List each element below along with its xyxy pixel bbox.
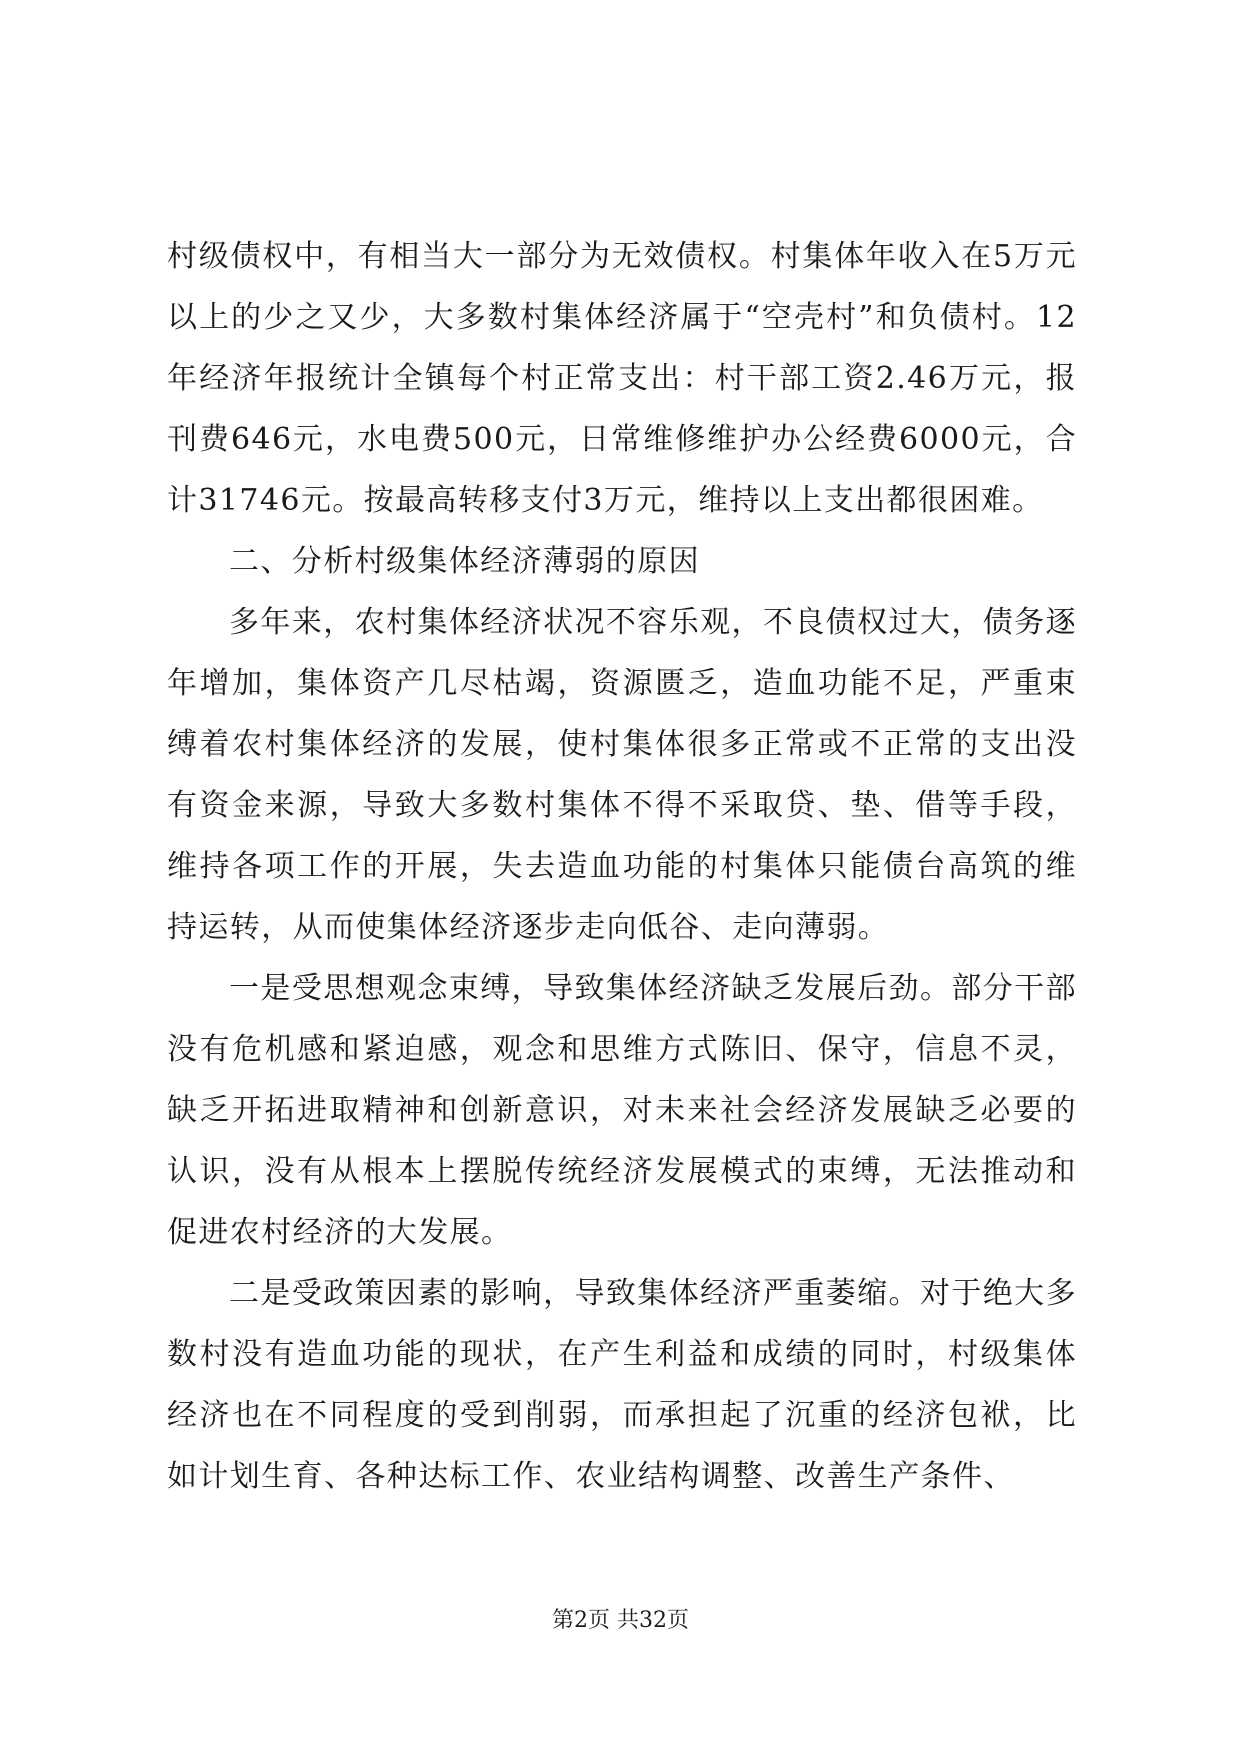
paragraph: 一是受思想观念束缚，导致集体经济缺乏发展后劲。部分干部没有危机感和紧迫感，观念和思维方式陈旧、保守，信息不灵，缺乏开拓进取精神和创新意识，对未来社会经济发展缺乏必要的认识，没有从根本上摆脱传统经济发展模式的束缚，无法推动和促进农村经济的大发展。	[167, 971, 1077, 1250]
paragraph: 多年来，农村集体经济状况不容乐观，不良债权过大，债务逐年增加，集体资产几尽枯竭，资源匮乏，造血功能不足，严重束缚着农村集体经济的发展，使村集体很多正常或不正常的支出没有资金来源，导致大多数村集体不得不采取贷、垫、借等手段，维持各项工作的开展，失去造血功能的村集体只能债台高筑的维持运转，从而使集体经济逐步走向低谷、走向薄弱。	[167, 605, 1077, 945]
section-heading: 二、分析村级集体经济薄弱的原因	[229, 544, 700, 579]
paragraph-continued: 村级债权中，有相当大一部分为无效债权。村集体年收入在5万元以上的少之又少，大多数村集体经济属于“空壳村”和负债村。12年经济年报统计全镇每个村正常支出：村干部工资2.46万元，报刊费646元，水电费500元，日常维修维护办公经费6000元，合计31746元。按最高转移支付3万元，维持以上支出都很困难。	[167, 239, 1077, 518]
paragraph: 二是受政策因素的影响，导致集体经济严重萎缩。对于绝大多数村没有造血功能的现状，在产生利益和成绩的同时，村级集体经济也在不同程度的受到削弱，而承担起了沉重的经济包袱，比如计划生育、各种达标工作、农业结构调整、改善生产条件、	[167, 1276, 1077, 1494]
document-body	[167, 226, 1077, 1507]
page-number-footer: 第2页 共32页	[552, 1608, 689, 1633]
